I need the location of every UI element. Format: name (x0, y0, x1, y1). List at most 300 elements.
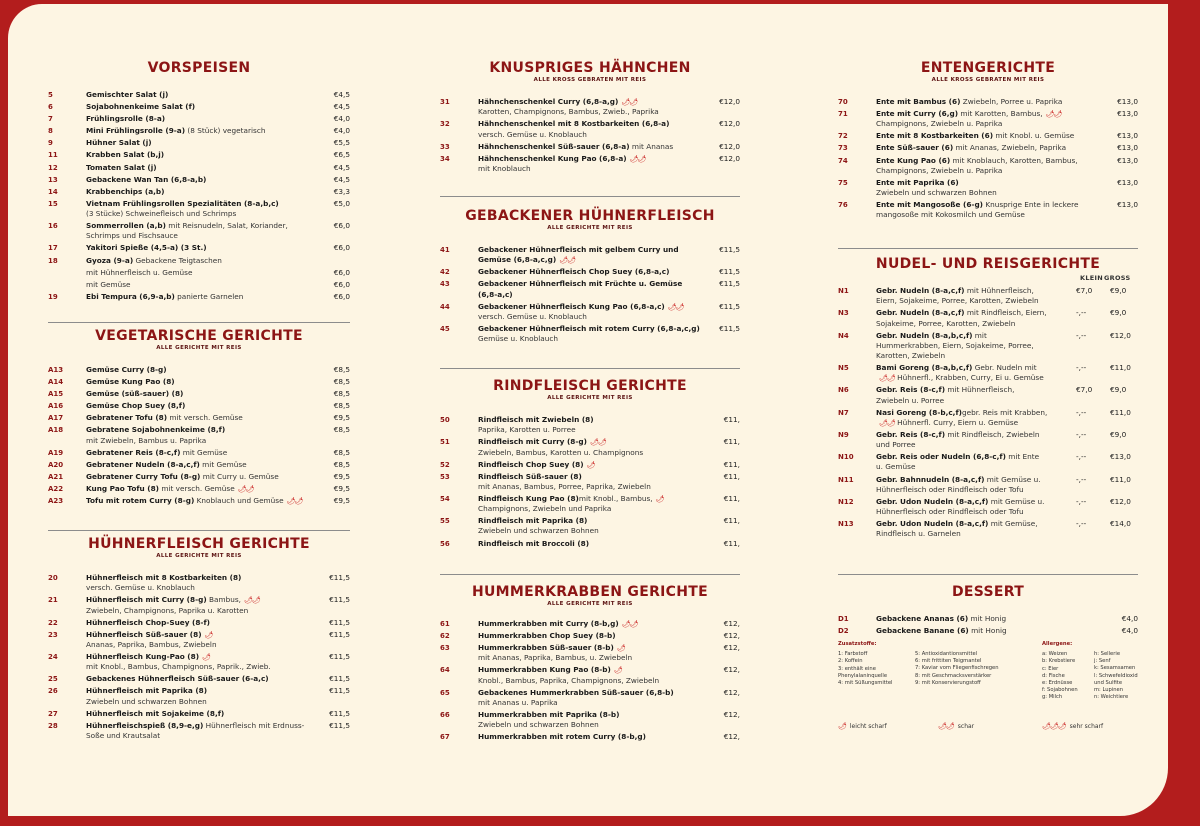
menu-item (838, 408, 1138, 428)
item-name: Hühnerfleisch Süß-sauer (8) (86, 629, 202, 639)
item-number: 20 (48, 574, 58, 582)
legend-entry: 3: enthält eine Phenylalaninquelle (838, 665, 888, 679)
item-name: Tomaten Salat (j) (86, 162, 157, 172)
divider (48, 322, 350, 323)
item-price: €13,0 (1117, 97, 1138, 106)
item-description: Knoblauch und Gemüse (194, 496, 284, 506)
item-name: Sojabohnenkeime Salat (f) (86, 102, 196, 112)
item-description: mit Hummerkrabben, Eiern, Sojakeime, Porree, Karotten, Zwiebeln (876, 330, 1034, 360)
item-description: Hühnerfl. Curry, Eiern u. Gemüse (897, 417, 1019, 427)
item-description: mit Knobl., Bambus, Champignons, Paprik., Zwieb. (86, 662, 271, 672)
item-description: Knusprige Ente in leckere mangosoße mit Kokosmilch und Gemüse (876, 200, 1079, 220)
item-number: 53 (440, 472, 450, 481)
section-subtitle: ALLE GERICHTE MIT REIS (547, 225, 633, 231)
item-name: Hühnerfleisch mit Sojakeime (8,f) (86, 708, 225, 718)
divider (838, 248, 1138, 249)
menu-item (48, 365, 350, 375)
spice-level-1 (838, 722, 887, 730)
menu-item (440, 631, 740, 641)
legend-entry: f: Sojabohnen (1042, 687, 1078, 694)
spice-label: leicht scharf (849, 723, 887, 730)
legend-entry: c: Eier (1042, 665, 1059, 672)
item-price: €8,5 (333, 389, 350, 399)
item-number: N10 (838, 453, 854, 462)
chili-pepper-icon: 🌶🌶 (879, 374, 895, 383)
item-description: Bambus, (206, 595, 241, 605)
item-price: €12,0 (719, 141, 740, 151)
item-number: 15 (48, 199, 58, 208)
item-name: Yakitori Spieße (4,5-a) (3 St.) (86, 243, 207, 253)
item-description: mit Reisnudeln, Salat, Koriander, Schrimps und Fischsauce (86, 221, 288, 241)
item-number: N13 (838, 520, 854, 529)
section-title: HUMMERKRABBEN GERICHTE (471, 584, 708, 600)
item-description: mit Hühnerfleisch, Zwiebeln u. Porree (876, 385, 1015, 405)
item-name: Hühner Salat (j) (86, 138, 152, 148)
item-number: N9 (838, 430, 849, 439)
item-number: N6 (838, 386, 849, 395)
item-name: Rindfleisch mit Curry (8-g) (478, 437, 587, 447)
item-number: A23 (48, 497, 64, 506)
item-price: €11,5 (329, 595, 350, 605)
item-name: Gemischter Salat (j) (86, 90, 169, 99)
menu-item (838, 286, 1138, 306)
item-price: €12, (723, 643, 740, 653)
spice-label: sehr scharf (1069, 723, 1104, 730)
item-name: Hähnchenschenkel Süß-sauer (6,8-a) (478, 141, 630, 151)
item-name: Hummerkrabben mit Curry (8-b,g) (478, 619, 619, 628)
price-gross: €12,0 (1110, 496, 1131, 506)
menu-item (48, 114, 350, 124)
item-description: Gemüse u. Knoblauch (478, 334, 559, 344)
menu-item (48, 425, 350, 445)
item-number: A20 (48, 460, 64, 469)
item-name: Hähnchenschenkel mit 8 Kostbarkeiten (6,8-a) (478, 119, 670, 129)
menu-item (440, 460, 740, 470)
item-name: Gebratener Tofu (8) (86, 413, 168, 423)
chili-pepper-icon: 🌶🌶🌶 (1042, 722, 1066, 730)
item-price: €8,5 (333, 459, 350, 469)
item-description: mit Honig (968, 614, 1007, 623)
chili-pepper-icon: 🌶🌶 (621, 98, 638, 106)
item-description: (3 Stücke) Schweinefleisch und Schrimps (86, 209, 237, 219)
item-number: 18 (48, 256, 58, 265)
item-number: N3 (838, 309, 849, 318)
menu-item (48, 280, 350, 290)
price-gross: €12,0 (1110, 330, 1131, 340)
item-price: €11, (723, 516, 740, 526)
section-title: HÜHNERFLEISCH GERICHTE (88, 536, 310, 552)
legend-entry: 7: Kaviar vom Fliegenfischregen (915, 665, 999, 672)
price-klein: -,-- (1076, 363, 1087, 373)
menu-item (440, 437, 740, 457)
item-price: €11,5 (329, 629, 350, 639)
item-description: Champignons, Zwiebeln u. Paprika (876, 119, 1003, 129)
item-description: mit Ananas, Bambus, Porree, Paprika, Zwiebeln (478, 481, 651, 491)
section-nudel (838, 256, 1138, 541)
menu-item (48, 199, 350, 219)
item-price: €6,0 (333, 267, 350, 277)
item-description: Zwiebeln, Champignons, Paprika u. Karotten (86, 605, 249, 615)
item-name: Gebackene Ananas (6) (876, 614, 969, 623)
item-price: €11,5 (329, 686, 350, 696)
item-price: €4,0 (333, 114, 350, 124)
item-description: mit versch. Gemüse (167, 413, 243, 423)
menu-item (48, 126, 350, 136)
chili-pepper-icon: 🌶🌶 (879, 418, 895, 427)
menu-item (838, 143, 1138, 153)
item-description: mit Rindfleisch, Zwiebeln und Porree (876, 429, 1040, 450)
item-number: N1 (838, 287, 849, 295)
item-description: Hühnerfl., Krabben, Curry, Ei u. Gemüse (897, 373, 1044, 383)
menu-item (48, 674, 350, 684)
item-name: Gebackenes Hühnerfleisch Süß-sauer (6-a,c) (86, 674, 269, 684)
item-number: 73 (838, 144, 848, 153)
item-name: Gemüse (süß-sauer) (8) (86, 389, 184, 399)
menu-item (440, 154, 740, 174)
item-number: 41 (440, 246, 450, 254)
item-name: Hummerkrabben Kung Pao (8-b) (478, 665, 611, 675)
item-price: €8,5 (333, 425, 350, 435)
item-number: A19 (48, 448, 64, 457)
chili-pepper-icon: 🌶🌶 (621, 620, 638, 628)
item-name: Gemüse Curry (8-g) (86, 365, 167, 374)
item-description: mit Ananas, Zwiebeln, Paprika (953, 143, 1067, 153)
item-name: Gebr. Reis (8-c,f) (876, 385, 946, 395)
section-title: VEGETARISCHE GERICHTE (95, 328, 303, 344)
menu-item (48, 484, 350, 494)
menu-item (440, 142, 740, 152)
item-number: 21 (48, 596, 58, 605)
menu-item (838, 363, 1138, 383)
item-name: Hähnchenschenkel Kung Pao (6,8-a) (478, 153, 627, 163)
item-number: N11 (838, 475, 854, 484)
section-vorspeisen (48, 60, 350, 304)
item-name: Gebr. Reis (8-c,f) (876, 429, 946, 439)
item-price: €12, (723, 732, 740, 742)
menu-item (838, 430, 1138, 450)
item-name: Hühnerfleisch mit 8 Kostbarkeiten (8) (86, 573, 242, 582)
item-price: €13,0 (1117, 143, 1138, 153)
item-description: mit Knobl., Bambus, (578, 493, 653, 503)
section-gebacken (440, 208, 740, 346)
menu-item (48, 138, 350, 148)
item-price: €4,5 (333, 174, 350, 184)
item-name: Krabbenchips (a,b) (86, 186, 165, 196)
price-gross: €14,0 (1110, 519, 1131, 529)
item-number: 71 (838, 110, 848, 119)
item-description: panierte Garnelen (174, 291, 244, 301)
section-subtitle: ALLE KROSS GEBRATEN MIT REIS (931, 77, 1045, 83)
item-number: 14 (48, 187, 58, 196)
item-price: €3,3 (333, 186, 350, 196)
item-description: versch. Gemüse u. Knoblauch (86, 583, 195, 593)
item-name: Rindfleisch mit Zwiebeln (8) (478, 415, 594, 424)
item-number: 17 (48, 244, 58, 253)
item-description: mit Hühnerfleisch u. Gemüse (86, 267, 193, 277)
item-number: 63 (440, 644, 450, 653)
item-number: N5 (838, 364, 849, 373)
menu-item (48, 401, 350, 411)
section-vegetarisch (48, 328, 350, 508)
item-price: €6,0 (333, 291, 350, 301)
item-description: Zwiebeln, Porree u. Paprika (960, 97, 1063, 106)
item-name: Ebi Tempura (6,9-a,b) (86, 291, 175, 301)
item-price: €8,5 (333, 447, 350, 457)
item-number: 54 (440, 494, 450, 503)
item-price: €5,0 (333, 198, 350, 208)
item-price: €12, (723, 687, 740, 697)
item-number: 75 (838, 178, 848, 187)
chili-pepper-icon: 🌶🌶 (1045, 110, 1062, 119)
chili-pepper-icon: 🌶🌶 (629, 154, 646, 163)
item-name: Ente mit Paprika (6) (876, 177, 959, 187)
section-subtitle: ALLE KROSS GEBRATEN MIT REIS (533, 77, 647, 83)
item-number: N4 (838, 331, 849, 340)
menu-item (48, 595, 350, 615)
item-name: Bami Goreng (8-a,b,c,f) (876, 363, 973, 373)
item-price: €9,5 (333, 471, 350, 481)
item-description: mit Knobl. u. Gemüse (993, 131, 1075, 141)
item-description: mit Ananas, Paprika, Bambus, u. Zwiebeln (478, 653, 633, 663)
item-name: Rindfleisch Süß-sauer (8) (478, 471, 582, 481)
item-price: €4,0 (1121, 626, 1138, 636)
menu-item (48, 618, 350, 628)
item-name: Hähnchenschenkel Curry (6,8-a,g) (478, 97, 619, 106)
item-description: mit Gemüse (199, 459, 247, 469)
item-name: Gyoza (9-a) (86, 255, 134, 265)
item-number: 70 (838, 98, 848, 106)
item-price: €4,5 (333, 102, 350, 112)
menu-item (440, 415, 740, 435)
menu-item (440, 643, 740, 663)
item-number: 26 (48, 687, 58, 696)
item-description: mit Gemüse (180, 447, 228, 457)
item-number: 61 (440, 620, 450, 628)
menu-item (48, 630, 350, 650)
menu-item (838, 178, 1138, 198)
item-name: Hühnerfleischspieß (8,9-e,g) (86, 720, 204, 730)
item-name: Gebr. Udon Nudeln (8-a,c,f) (876, 496, 989, 506)
item-price: €12, (723, 710, 740, 720)
item-name: Gebr. Nudeln (8-a,c,f) (876, 286, 965, 295)
menu-item (440, 732, 740, 742)
item-number: N7 (838, 408, 849, 417)
item-description: mit Gemüse, Rindfleisch u. Garnelen (876, 519, 1038, 539)
legend-entry: k: Sesamsamen (1094, 665, 1136, 672)
item-number: 5 (48, 91, 53, 99)
chili-pepper-icon: 🌶 (202, 652, 210, 661)
item-name: Gebr. Nudeln (8-a,b,c,f) (876, 330, 973, 340)
price-klein: -,-- (1076, 519, 1087, 529)
menu-item (48, 709, 350, 719)
chili-pepper-icon: 🌶 (613, 666, 622, 675)
legend-entry: d: Fische (1042, 672, 1065, 679)
item-price: €12, (723, 619, 740, 628)
menu-item (48, 460, 350, 470)
section-title: ENTENGERICHTE (920, 60, 1056, 76)
price-klein: -,-- (1076, 330, 1087, 340)
item-description: mit versch. Gemüse (159, 484, 235, 494)
price-klein: -,-- (1076, 308, 1087, 318)
price-gross: €11,0 (1110, 363, 1131, 373)
item-number: 33 (440, 142, 450, 151)
spice-level-3 (1042, 722, 1103, 730)
spice-label: schar (957, 723, 975, 730)
chili-pepper-icon: 🌶🌶 (938, 722, 954, 730)
legend-zusatzstoffe-col1 (838, 641, 910, 687)
item-price: €11,5 (719, 245, 740, 254)
item-name: Hühnerfleisch mit Curry (8-g) (86, 595, 207, 605)
section-dessert (838, 584, 1138, 638)
column-header-gross: GROSS (1104, 274, 1131, 282)
item-name: Gebackener Hühnerfleisch Kung Pao (6,8-a,c) (478, 301, 665, 311)
item-number: 27 (48, 709, 58, 718)
item-description: mit Curry u. Gemüse (200, 471, 279, 481)
section-title: RINDFLEISCH GERICHTE (493, 378, 687, 394)
menu-item (48, 102, 350, 112)
menu-item (48, 163, 350, 173)
item-name: Ente mit 8 Kostbarkeiten (6) (876, 131, 994, 141)
item-number: 32 (440, 120, 450, 129)
item-name: Gebackener Hühnerfleisch mit Früchte u. Gemüse (6,8-a,c) (478, 279, 683, 299)
menu-item (48, 721, 350, 741)
item-name: Gebackener Hühnerfleisch mit gelbem Curry und Gemüse (6,8-a,c,g) (478, 245, 679, 265)
item-name: Kung Pao Tofu (8) (86, 484, 159, 494)
item-name: Gebr. Bahnnudeln (8-a,c,f) (876, 474, 985, 484)
item-price: €11,5 (719, 279, 740, 289)
item-description: mit Ente u. Gemüse (876, 452, 1040, 472)
legend-entry: 2: Koffein (838, 658, 863, 665)
menu-item (838, 131, 1138, 141)
item-name: Ente mit Bambus (6) (876, 97, 961, 106)
section-title: GEBACKENER HÜHNERFLEISCH (465, 208, 715, 224)
menu-item (48, 268, 350, 278)
item-price: €9,5 (333, 496, 350, 506)
menu-item (838, 331, 1138, 362)
item-description: Gebackene Teigtaschen (133, 255, 222, 265)
legend-allergene-col1 (1042, 641, 1092, 702)
item-number: 55 (440, 517, 450, 526)
item-price: €5,5 (333, 138, 350, 148)
item-number: 66 (440, 711, 450, 720)
menu-item (48, 448, 350, 458)
item-price: €6,0 (333, 279, 350, 289)
section-hummer (440, 584, 740, 744)
item-price: €11,5 (719, 323, 740, 333)
item-price: €11,5 (329, 573, 350, 582)
section-title: VORSPEISEN (147, 60, 251, 76)
price-klein: -,-- (1076, 496, 1087, 506)
item-name: Hummerkrabben Süß-sauer (8-b) (478, 643, 614, 653)
item-number: 67 (440, 733, 450, 742)
item-name: Gebratene Sojabohnenkeime (8,f) (86, 425, 226, 435)
item-name: Hühnerfleisch Chop-Suey (8-f) (86, 617, 210, 627)
item-price: €11,5 (329, 617, 350, 627)
item-description: mit Ananas u. Paprika (478, 697, 558, 707)
item-number: 34 (440, 154, 450, 163)
legend-title: Allergene: (1042, 641, 1073, 647)
item-number: 9 (48, 139, 53, 148)
item-description: Zwiebeln und schwarzen Bohnen (86, 696, 207, 706)
menu-page (8, 4, 1168, 816)
item-description: Ananas, Paprika, Bambus, Zwiebeln (86, 639, 217, 649)
item-number: 52 (440, 460, 450, 469)
section-ente (838, 60, 1138, 222)
item-number: 72 (838, 132, 848, 141)
item-description: mit Karotten, Bambus, (958, 109, 1043, 119)
item-number: 7 (48, 115, 53, 124)
menu-item (838, 519, 1138, 539)
menu-item (48, 652, 350, 672)
item-name: Gebackener Hühnerfleisch mit rotem Curry (6,8-a,c,g) (478, 323, 700, 333)
menu-item (838, 385, 1138, 405)
menu-item (838, 614, 1138, 624)
item-number: A16 (48, 402, 64, 411)
menu-item (48, 686, 350, 706)
divider (440, 574, 740, 575)
item-name: Rindfleisch Kung Pao (8) (478, 493, 579, 503)
section-title: KNUSPRIGES HÄHNCHEN (489, 60, 691, 76)
menu-item (48, 150, 350, 160)
menu-item (440, 119, 740, 139)
price-gross: €9,0 (1110, 385, 1127, 395)
item-name: Gebr. Nudeln (8-a,c,f) (876, 308, 965, 318)
item-description: Zwiebeln und schwarzen Bohnen (478, 526, 599, 536)
column-header-klein: KLEIN (1080, 274, 1103, 282)
item-number: 25 (48, 675, 58, 684)
item-price: €11, (723, 538, 740, 548)
item-name: Gebackene Wan Tan (6,8-a,b) (86, 174, 207, 184)
item-description: mit Hühnerfleisch, Eiern, Sojakeime, Porree, Karotten, Zwiebeln (876, 286, 1039, 306)
item-description: Hühnerfleisch mit Erdnuss-Soße und Krautsalat (86, 720, 305, 740)
item-description: mit Ananas (629, 141, 674, 151)
legend-entry: 6: mit frittiten Teigmantel (915, 658, 982, 665)
item-description: gebr. Reis mit Krabben, (961, 407, 1048, 417)
item-description: Zwiebeln und schwarzen Bohnen (876, 188, 997, 198)
menu-item (48, 573, 350, 593)
item-number: A17 (48, 414, 64, 423)
legend-entry: n: Weichtiere (1094, 694, 1129, 701)
item-price: €6,0 (333, 243, 350, 253)
item-price: €8,5 (333, 365, 350, 374)
price-klein: -,-- (1076, 407, 1087, 417)
item-description: mit Knoblauch (478, 163, 531, 173)
menu-item (48, 256, 350, 266)
menu-item (838, 97, 1138, 107)
item-number: 8 (48, 127, 53, 136)
item-price: €4,5 (333, 162, 350, 172)
item-price: €11, (723, 471, 740, 481)
menu-item (838, 200, 1138, 220)
item-name: Hühnerfleisch Kung-Pao (8) (86, 651, 200, 661)
chili-pepper-icon: 🌶 (655, 494, 664, 503)
legend-entry: 9: mit Konservierungstoff (915, 679, 981, 686)
item-name: Nasi Goreng (8-b,c,f) (876, 407, 962, 417)
section-huehner (48, 536, 350, 743)
menu-item (48, 243, 350, 253)
legend-entry: 5: Antioxidantionsmittel (915, 651, 978, 657)
menu-item (838, 626, 1138, 636)
section-title: NUDEL- UND REISGERICHTE (875, 256, 1101, 272)
item-name: Krabben Salat (b,j) (86, 150, 165, 160)
item-price: €4,0 (1121, 614, 1138, 623)
item-price: €4,5 (333, 90, 350, 99)
item-description: Champignons, Zwiebeln und Paprika (478, 504, 612, 514)
item-name: Rindfleisch mit Paprika (8) (478, 516, 588, 526)
menu-item (48, 175, 350, 185)
price-gross: €9,0 (1110, 286, 1127, 295)
item-number: 50 (440, 416, 450, 424)
